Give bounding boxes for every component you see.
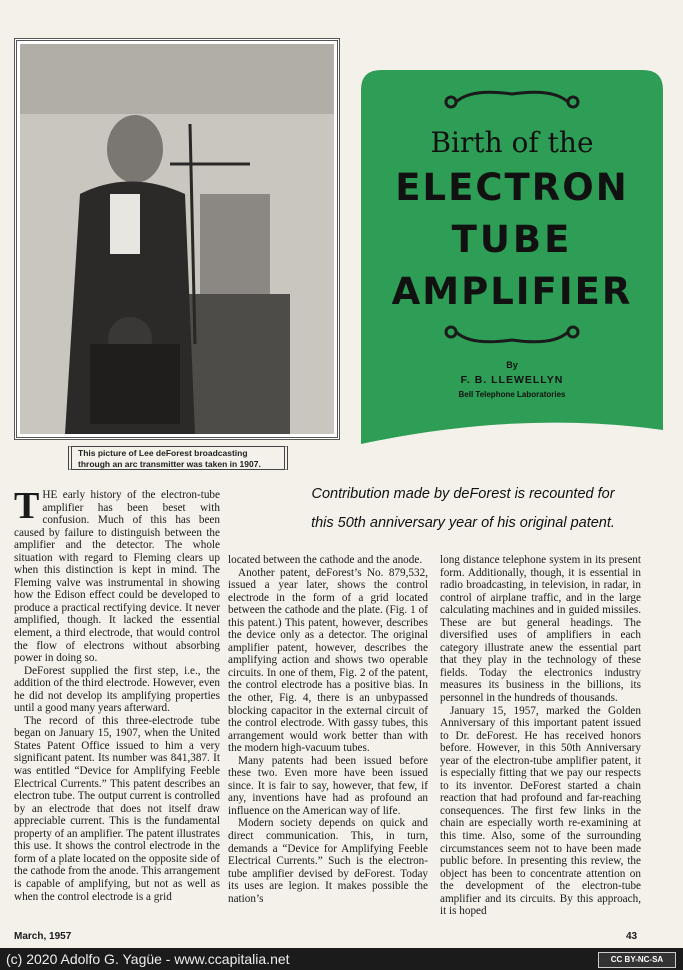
subhead-line-1: Contribution made by deForest is recounted for [311, 486, 615, 502]
article-subhead [260, 480, 666, 538]
byline-by: By [506, 360, 518, 370]
drop-cap: T [14, 485, 40, 527]
title-line-3: TUBE [451, 218, 573, 261]
paragraph: DeForest supplied the first step, i.e., the addition of the third electrode. However, even he did not develop its amplifying properties until a good many years afterward. [14, 664, 220, 715]
title-line-2: ELECTRON [395, 166, 629, 209]
paragraph: Modern society depends on quick and direct communication. This, in turn, demands a “Device for Amplifying Feeble Electrical Currents.” Such is the electron-tube amplifier devised by deForest. Today its uses are legion. It makes possible the nation’s [228, 817, 428, 905]
deforest-photo [20, 44, 334, 434]
subhead-line-2: this 50th anniversary year of his original patent. [311, 515, 615, 531]
paragraph: located between the cathode and the anode. [228, 554, 423, 566]
photo-frame [14, 38, 340, 440]
column-2 [228, 554, 428, 905]
paragraph: Many patents had been issued before these two. Even more have been issued since. It is fair to say, however, that few, if any, inventions have had as profound an influence on the American way of life. [228, 754, 428, 817]
title-card [361, 70, 663, 444]
paragraph: The record of this three-electrode tube began on January 15, 1907, when the United States Patent Office issued to him a very significant patent. Its number was 841,387. It was entitled “Device for Amplifying Feeble Electrical Currents.” This patent describes an electron tube. The output current is controlled by an electrode that does not itself draw appreciable current. This is the fundamental property of an amplifier. The patent illustrates this use. It shows the control electrode in the form of a plate located on the opposite side of the cathode from the anode. This arrangement is capable of amplifying, but not as well as when the control electrode is a grid [14, 714, 220, 903]
author-affiliation: Bell Telephone Laboratories [458, 390, 566, 399]
paragraph-text: HE early history of the electron-tube amplifier has been beset with confusion. Much of this has been caused by failure to distinguish between the amplifier and the detector. The whole situation with regard to Fleming clears up when this distinction is kept in mind. The Fleming valve was instrumental in showing how the Edison effect could be developed to produce a practical rectifying device. It never amplified, though. It lacked the essential element, a third electrode, that would control the flow of electrons without absorbing power in doing so. [14, 489, 220, 665]
column-3 [440, 554, 641, 918]
photo-illustration [20, 44, 334, 434]
cc-license-badge[interactable]: CC BY-NC-SA [598, 952, 676, 968]
title-line-1: Birth of the [430, 126, 594, 159]
author-name: F. B. LLEWELLYN [460, 374, 564, 386]
issue-date: March, 1957 [14, 931, 72, 942]
paragraph: Another patent, deForest’s No. 879,532, issued a year later, shows the control electrode in the form of a grid located between the cathode and the plate. (Fig. 1 of this patent.) This patent, however, describes the device only as a detector. The original amplifier patent, however, describes the amplifying action and shows two operable circuits. In one of them, Fig. 2 of the patent, the control electrode has a positive bias. In the other, Fig. 4, there is an unbypassed blocking capacitor in the external circuit of the control electrode. With gassy tubes, this arrangement would work better than with the modern high-vacuum tubes. [228, 566, 428, 755]
photo-caption: This picture of Lee deForest broadcasting through an arc transmitter was taken in 1907. [68, 446, 288, 470]
column-1 [14, 485, 220, 903]
paragraph: long distance telephone system in its present form. Additionally, though, it is essential in radio broadcasting, in television, in radar, in control of airplane traffic, and in the large calculating machines and in guided missiles. These are but general headings. The diversified uses of amplifiers in each category illustrate anew the essential part that they play in the technology of these fields. Today the electronics industry measures its business in the billions, its personnel in the hundreds of thousands. [440, 554, 641, 705]
paragraph [14, 485, 220, 665]
copyright-watermark: (c) 2020 Adolfo G. Yagüe - www.ccapitalia.net [0, 948, 683, 970]
page-number: 43 [626, 931, 638, 942]
paragraph: January 15, 1957, marked the Golden Anniversary of this important patent issued to Dr. deForest. He has received honors before. However, in this 50th Anniversary year of the electron-tube amplifier patent, it is especially fitting that we pay our respects to its inventor. DeForest started a chain reaction that had profound and far-reaching consequences. The first few links in the chain are especially worth re-examining at this time. Also, some of the surrounding circumstances seem not to have been made public before. In presenting this review, the object has been to concentrate attention on the development of the electron-tube amplifier and its circuits. By this approach, it is hoped [440, 704, 641, 918]
title-card-graphic [361, 70, 663, 444]
title-line-4: AMPLIFIER [391, 270, 633, 313]
